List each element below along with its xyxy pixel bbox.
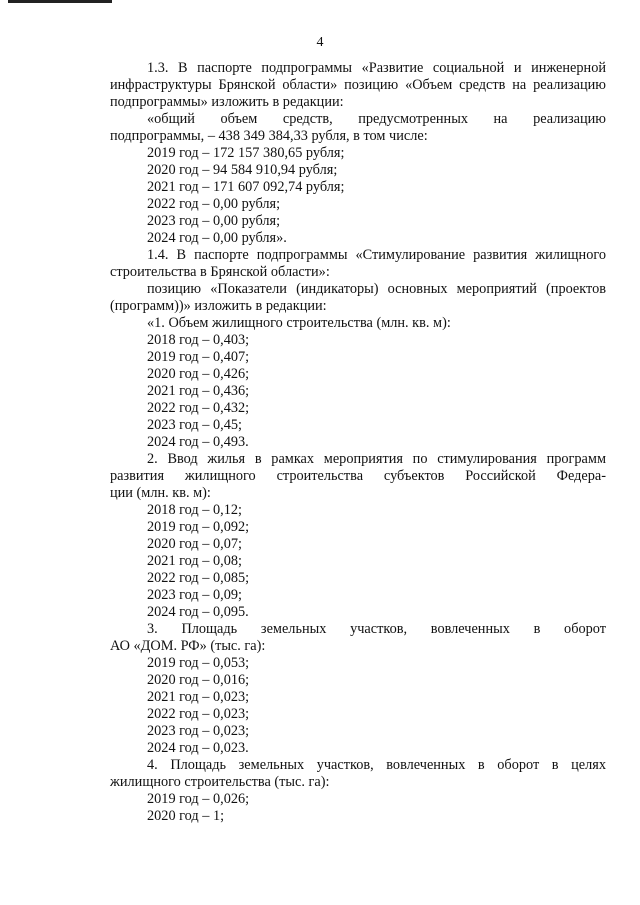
list-line-y2020e: 2020 год – 1; [147, 808, 225, 824]
top-rule [8, 0, 112, 3]
list-line-y2018c: 2018 год – 0,12; [147, 502, 242, 518]
list-line-ind1: «1. Объем жилищного строительства (млн. кв. м): [147, 315, 451, 331]
text-line: АО «ДОМ. РФ» (тыс. га): [110, 638, 266, 654]
paragraph-p13 [110, 60, 606, 111]
text-line: 1.3. В паспорте подпрограммы «Развитие социальной и инженерной [147, 60, 606, 76]
text-line: жилищного строительства (тыс. га): [110, 774, 330, 790]
list-line-y2022b: 2022 год – 0,432; [147, 400, 250, 416]
list-line-y2020d: 2020 год – 0,016; [147, 672, 250, 688]
list-line-y2024d: 2024 год – 0,023. [147, 740, 249, 756]
document-body [110, 60, 606, 825]
text-line: ции (млн. кв. м): [110, 485, 211, 501]
page-number: 4 [316, 35, 324, 50]
text-line: подпрограммы» изложить в редакции: [110, 94, 344, 110]
text-line: 2. Ввод жилья в рамках мероприятия по стимулирования программ [147, 451, 606, 467]
text-line: подпрограммы, – 438 349 384,33 рубля, в том числе: [110, 128, 428, 144]
list-line-y2023a: 2023 год – 0,00 рубля; [147, 213, 281, 229]
list-line-y2020c: 2020 год – 0,07; [147, 536, 242, 552]
list-line-y2019e: 2019 год – 0,026; [147, 791, 250, 807]
list-line-y2020a: 2020 год – 94 584 910,94 рубля; [147, 162, 338, 178]
text-line: 4. Площадь земельных участков, вовлеченных в оборот в целях [147, 757, 606, 773]
list-line-y2023d: 2023 год – 0,023; [147, 723, 250, 739]
list-line-y2018b: 2018 год – 0,403; [147, 332, 250, 348]
list-line-y2021d: 2021 год – 0,023; [147, 689, 250, 705]
text-line: (программ))» изложить в редакции: [110, 298, 327, 314]
paragraph-ind2 [110, 451, 606, 502]
text-line: 3. Площадь земельных участков, вовлеченных в оборот [147, 621, 606, 637]
list-line-y2019d: 2019 год – 0,053; [147, 655, 250, 671]
list-line-y2023c: 2023 год – 0,09; [147, 587, 242, 603]
text-line: позицию «Показатели (индикаторы) основных мероприятий (проектов [147, 281, 606, 297]
list-line-y2021c: 2021 год – 0,08; [147, 553, 242, 569]
paragraph-obshchiy [110, 111, 606, 145]
list-line-y2019a: 2019 год – 172 157 380,65 рубля; [147, 145, 345, 161]
paragraph-ind4 [110, 757, 606, 791]
text-line: строительства в Брянской области»: [110, 264, 330, 280]
paragraph-ind3 [110, 621, 606, 655]
list-line-y2022c: 2022 год – 0,085; [147, 570, 250, 586]
list-line-y2023b: 2023 год – 0,45; [147, 417, 242, 433]
paragraph-pozitsiyu [110, 281, 606, 315]
list-line-y2024a: 2024 год – 0,00 рубля». [147, 230, 287, 246]
text-line: 1.4. В паспорте подпрограммы «Стимулирование развития жилищного [147, 247, 606, 263]
list-line-y2022a: 2022 год – 0,00 рубля; [147, 196, 281, 212]
list-line-y2019c: 2019 год – 0,092; [147, 519, 250, 535]
paragraph-p14 [110, 247, 606, 281]
list-line-y2024c: 2024 год – 0,095. [147, 604, 249, 620]
list-line-y2019b: 2019 год – 0,407; [147, 349, 250, 365]
text-line: «общий объем средств, предусмотренных на реализацию [147, 111, 606, 127]
list-line-y2024b: 2024 год – 0,493. [147, 434, 249, 450]
list-line-y2022d: 2022 год – 0,023; [147, 706, 250, 722]
list-line-y2021b: 2021 год – 0,436; [147, 383, 250, 399]
list-line-y2021a: 2021 год – 171 607 092,74 рубля; [147, 179, 345, 195]
text-line: инфраструктуры Брянской области» позицию «Объем средств на реализацию [110, 77, 606, 93]
list-line-y2020b: 2020 год – 0,426; [147, 366, 250, 382]
text-line: развития жилищного строительства субъектов Российской Федера- [110, 468, 606, 484]
